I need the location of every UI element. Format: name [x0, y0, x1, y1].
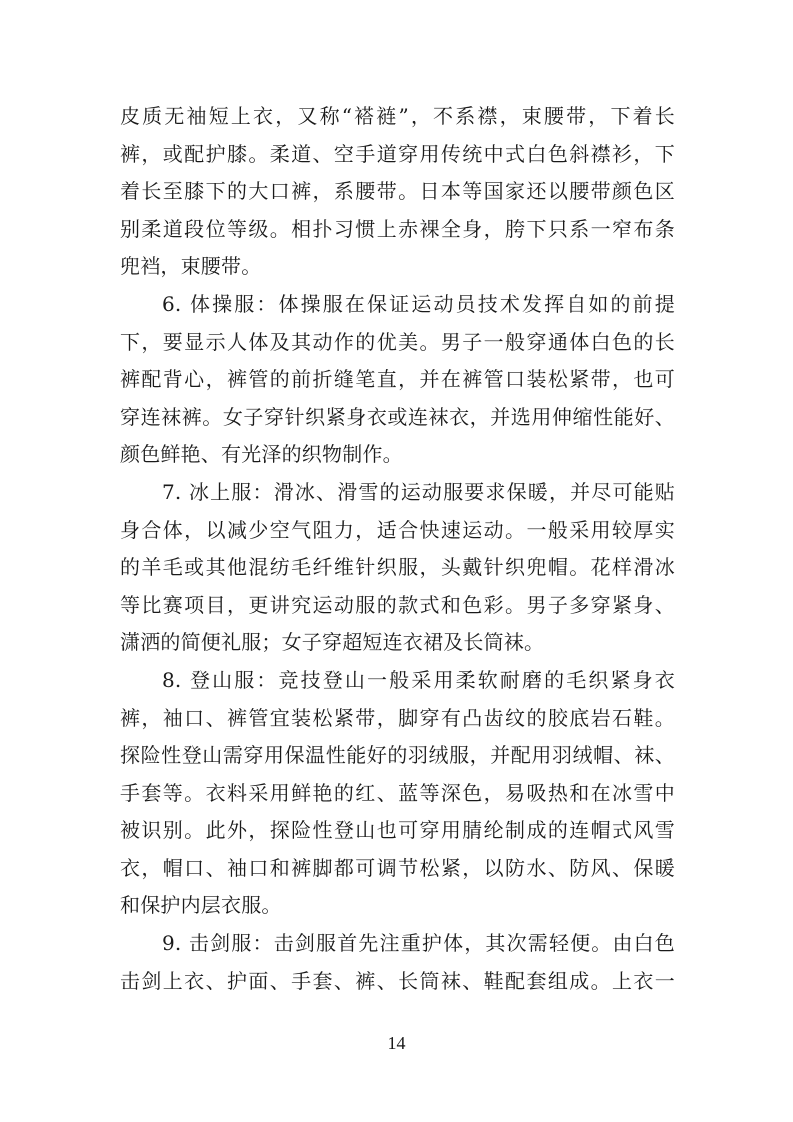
text-line: 身合体，以减少空气阻力，适合快速运动。一般采用较厚实 — [120, 517, 675, 542]
text-line: 被识别。此外，探险性登山也可穿用腈纶制成的连帽式风雪 — [120, 818, 675, 843]
section-heading-line: 9. 击剑服：击剑服首先注重护体，其次需轻便。由白色 — [162, 931, 675, 956]
text-line: 探险性登山需穿用保温性能好的羽绒服，并配用羽绒帽、袜、 — [120, 743, 675, 768]
text-line: 击剑上衣、护面、手套、裤、长筒袜、鞋配套组成。上衣一 — [120, 968, 675, 993]
text-line: 别柔道段位等级。相扑习惯上赤裸全身，胯下只系一窄布条 — [120, 216, 675, 241]
text-line: 裤，袖口、裤管宜装松紧带，脚穿有凸齿纹的胶底岩石鞋。 — [120, 705, 675, 730]
text-line: 裤配背心，裤管的前折缝笔直，并在裤管口装松紧带，也可 — [120, 367, 675, 392]
text-line: 潇洒的简便礼服；女子穿超短连衣裙及长筒袜。 — [120, 630, 545, 655]
text-line: 颜色鲜艳、有光泽的织物制作。 — [120, 442, 403, 467]
text-line: 的羊毛或其他混纺毛纤维针织服，头戴针织兜帽。花样滑冰 — [120, 555, 675, 580]
text-line: 皮质无袖短上衣，又称“褡裢”，不系襟，束腰带，下着长 — [120, 104, 675, 128]
text-line: 手套等。衣料采用鲜艳的红、蓝等深色，易吸热和在冰雪中 — [120, 780, 675, 805]
section-heading-line: 8. 登山服：竞技登山一般采用柔软耐磨的毛织紧身衣 — [162, 667, 675, 692]
text-line: 等比赛项目，更讲究运动服的款式和色彩。男子多穿紧身、 — [120, 592, 675, 617]
section-heading-line: 6. 体操服：体操服在保证运动员技术发挥自如的前提 — [162, 291, 675, 316]
text-line: 兜裆，束腰带。 — [120, 254, 262, 279]
text-line: 和保护内层衣服。 — [120, 893, 282, 918]
body-text — [120, 98, 675, 1000]
section-heading-line: 7. 冰上服：滑冰、滑雪的运动服要求保暖，并尽可能贴 — [162, 479, 675, 504]
text-line: 裤，或配护膝。柔道、空手道穿用传统中式白色斜襟衫，下 — [120, 141, 675, 166]
text-line: 穿连袜裤。女子穿针织紧身衣或连袜衣，并选用伸缩性能好、 — [120, 404, 675, 429]
text-line: 衣，帽口、袖口和裤脚都可调节松紧，以防水、防风、保暖 — [120, 855, 675, 880]
page-number: 14 — [387, 1033, 406, 1053]
text-line: 下，要显示人体及其动作的优美。男子一般穿通体白色的长 — [120, 329, 675, 354]
text-line: 着长至膝下的大口裤，系腰带。日本等国家还以腰带颜色区 — [120, 179, 675, 204]
